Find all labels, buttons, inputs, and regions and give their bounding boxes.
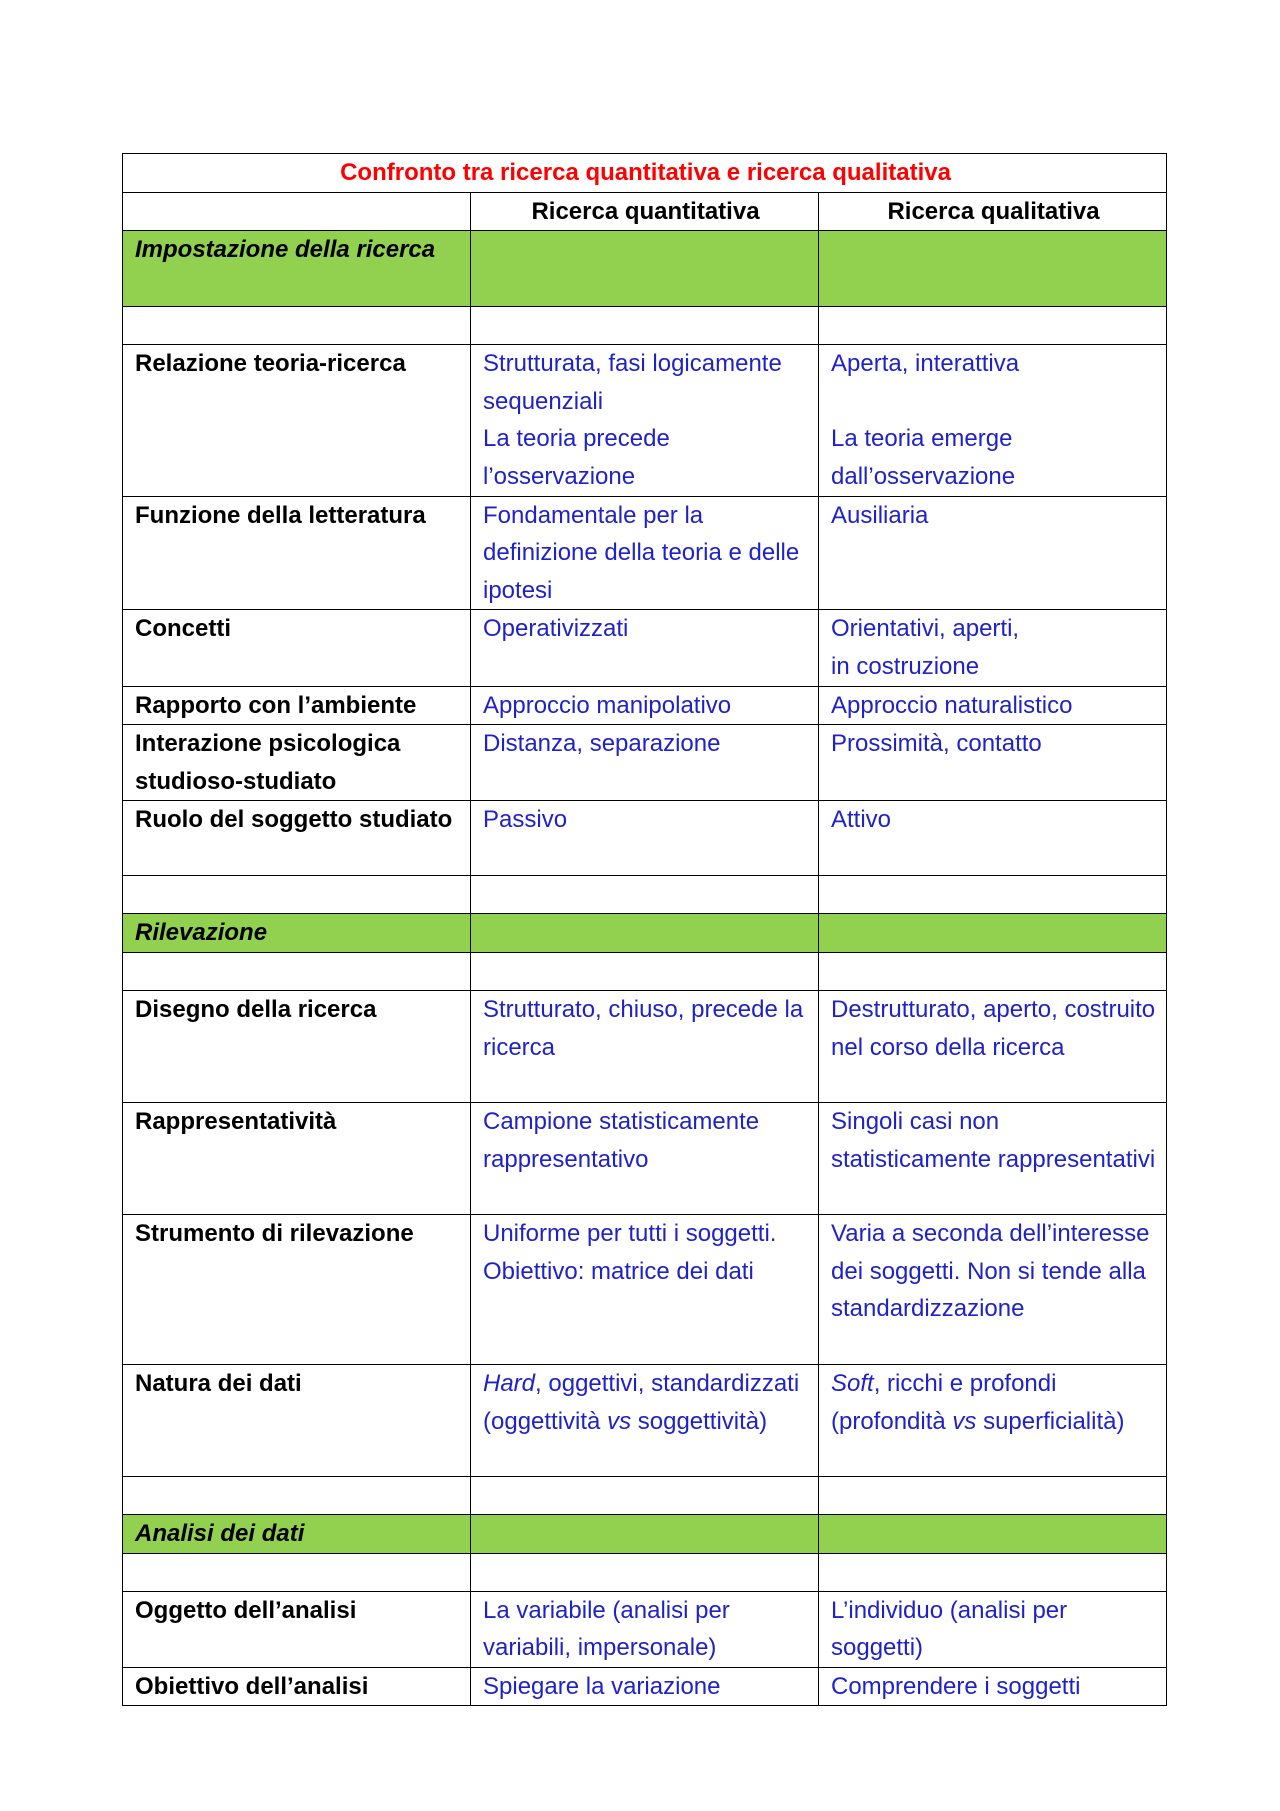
text-run: vs bbox=[607, 1407, 632, 1435]
spacer-row bbox=[123, 1476, 1167, 1514]
empty-cell bbox=[123, 1476, 471, 1514]
section-row bbox=[123, 231, 1167, 307]
table-row bbox=[123, 1214, 1167, 1364]
qualitative-value: Orientativi, aperti, in costruzione bbox=[819, 610, 1167, 686]
empty-cell bbox=[471, 952, 819, 990]
section-row bbox=[123, 914, 1167, 953]
table-row bbox=[123, 725, 1167, 801]
section-title: Rilevazione bbox=[123, 914, 471, 953]
empty-cell bbox=[123, 307, 471, 345]
qualitative-value: Ausiliaria bbox=[819, 496, 1167, 610]
text-run: Soft bbox=[831, 1369, 874, 1397]
table-row bbox=[123, 1102, 1167, 1214]
qualitative-value: L’individuo (analisi per soggetti) bbox=[819, 1591, 1167, 1667]
empty-cell bbox=[819, 952, 1167, 990]
quantitative-value: La variabile (analisi per variabili, impersonale) bbox=[471, 1591, 819, 1667]
qualitative-value: Aperta, interattiva La teoria emerge dall’osservazione bbox=[819, 345, 1167, 496]
header-row bbox=[123, 192, 1167, 231]
section-empty-cell bbox=[471, 914, 819, 953]
empty-cell bbox=[123, 876, 471, 914]
quantitative-value: Campione statisticamente rappresentativo bbox=[471, 1102, 819, 1214]
empty-cell bbox=[471, 876, 819, 914]
row-label: Concetti bbox=[123, 610, 471, 686]
text-run: superficialità) bbox=[976, 1407, 1125, 1435]
qualitative-value: Singoli casi non statisticamente rappresentativi bbox=[819, 1102, 1167, 1214]
section-empty-cell bbox=[471, 231, 819, 307]
text-run: vs bbox=[952, 1407, 977, 1435]
row-label: Rapporto con l’ambiente bbox=[123, 686, 471, 725]
empty-cell bbox=[471, 307, 819, 345]
qualitative-value: Destrutturato, aperto, costruito nel corso della ricerca bbox=[819, 990, 1167, 1102]
comparison-table bbox=[122, 153, 1167, 1706]
row-label: Ruolo del soggetto studiato bbox=[123, 801, 471, 876]
row-label: Oggetto dell’analisi bbox=[123, 1591, 471, 1667]
row-label: Interazione psicologica studioso-studiato bbox=[123, 725, 471, 801]
row-label: Obiettivo dell’analisi bbox=[123, 1667, 471, 1706]
quantitative-value: Strutturata, fasi logicamente sequenziali La teoria precede l’osservazione bbox=[471, 345, 819, 496]
row-label: Natura dei dati bbox=[123, 1364, 471, 1476]
title-row bbox=[123, 154, 1167, 193]
section-empty-cell bbox=[819, 914, 1167, 953]
table-row bbox=[123, 1591, 1167, 1667]
empty-cell bbox=[819, 1476, 1167, 1514]
text-run: , ricchi e profondi (profondità bbox=[831, 1369, 1064, 1435]
spacer-row bbox=[123, 307, 1167, 345]
quantitative-value: Uniforme per tutti i soggetti. Obiettivo: matrice dei dati bbox=[471, 1214, 819, 1364]
row-label: Funzione della letteratura bbox=[123, 496, 471, 610]
quantitative-value: Passivo bbox=[471, 801, 819, 876]
header-qualitative: Ricerca qualitativa bbox=[819, 192, 1167, 231]
empty-cell bbox=[471, 1553, 819, 1591]
table-row bbox=[123, 801, 1167, 876]
qualitative-value: Approccio naturalistico bbox=[819, 686, 1167, 725]
text-run: soggettività) bbox=[631, 1407, 768, 1435]
quantitative-value: Approccio manipolativo bbox=[471, 686, 819, 725]
empty-cell bbox=[819, 876, 1167, 914]
qualitative-value: Attivo bbox=[819, 801, 1167, 876]
table-row bbox=[123, 990, 1167, 1102]
quantitative-value: Distanza, separazione bbox=[471, 725, 819, 801]
spacer-row bbox=[123, 1553, 1167, 1591]
row-label: Relazione teoria-ricerca bbox=[123, 345, 471, 496]
spacer-row bbox=[123, 876, 1167, 914]
quantitative-value: Operativizzati bbox=[471, 610, 819, 686]
quantitative-value: Fondamentale per la definizione della teoria e delle ipotesi bbox=[471, 496, 819, 610]
empty-cell bbox=[819, 307, 1167, 345]
empty-cell bbox=[819, 1553, 1167, 1591]
spacer-row bbox=[123, 952, 1167, 990]
header-quantitative: Ricerca quantitativa bbox=[471, 192, 819, 231]
header-corner bbox=[123, 192, 471, 231]
table-row bbox=[123, 496, 1167, 610]
table-row bbox=[123, 610, 1167, 686]
row-label: Strumento di rilevazione bbox=[123, 1214, 471, 1364]
section-row bbox=[123, 1514, 1167, 1553]
section-empty-cell bbox=[819, 1514, 1167, 1553]
empty-cell bbox=[123, 952, 471, 990]
quantitative-value bbox=[471, 1364, 819, 1476]
quantitative-value: Strutturato, chiuso, precede la ricerca bbox=[471, 990, 819, 1102]
row-label: Disegno della ricerca bbox=[123, 990, 471, 1102]
table-row bbox=[123, 686, 1167, 725]
empty-cell bbox=[123, 1553, 471, 1591]
qualitative-value: Prossimità, contatto bbox=[819, 725, 1167, 801]
table-title: Confronto tra ricerca quantitativa e ricerca qualitativa bbox=[123, 154, 1167, 193]
text-run: , oggettivi, standardizzati (oggettività bbox=[483, 1369, 806, 1435]
qualitative-value: Varia a seconda dell’interesse dei soggetti. Non si tende alla standardizzazione bbox=[819, 1214, 1167, 1364]
row-label: Rappresentatività bbox=[123, 1102, 471, 1214]
quantitative-value: Spiegare la variazione bbox=[471, 1667, 819, 1706]
qualitative-value bbox=[819, 1364, 1167, 1476]
text-run: Hard bbox=[483, 1369, 536, 1397]
section-title: Analisi dei dati bbox=[123, 1514, 471, 1553]
table-row bbox=[123, 1364, 1167, 1476]
section-title: Impostazione della ricerca bbox=[123, 231, 471, 307]
empty-cell bbox=[471, 1476, 819, 1514]
section-empty-cell bbox=[819, 231, 1167, 307]
section-empty-cell bbox=[471, 1514, 819, 1553]
table-row bbox=[123, 1667, 1167, 1706]
table-row bbox=[123, 345, 1167, 496]
qualitative-value: Comprendere i soggetti bbox=[819, 1667, 1167, 1706]
